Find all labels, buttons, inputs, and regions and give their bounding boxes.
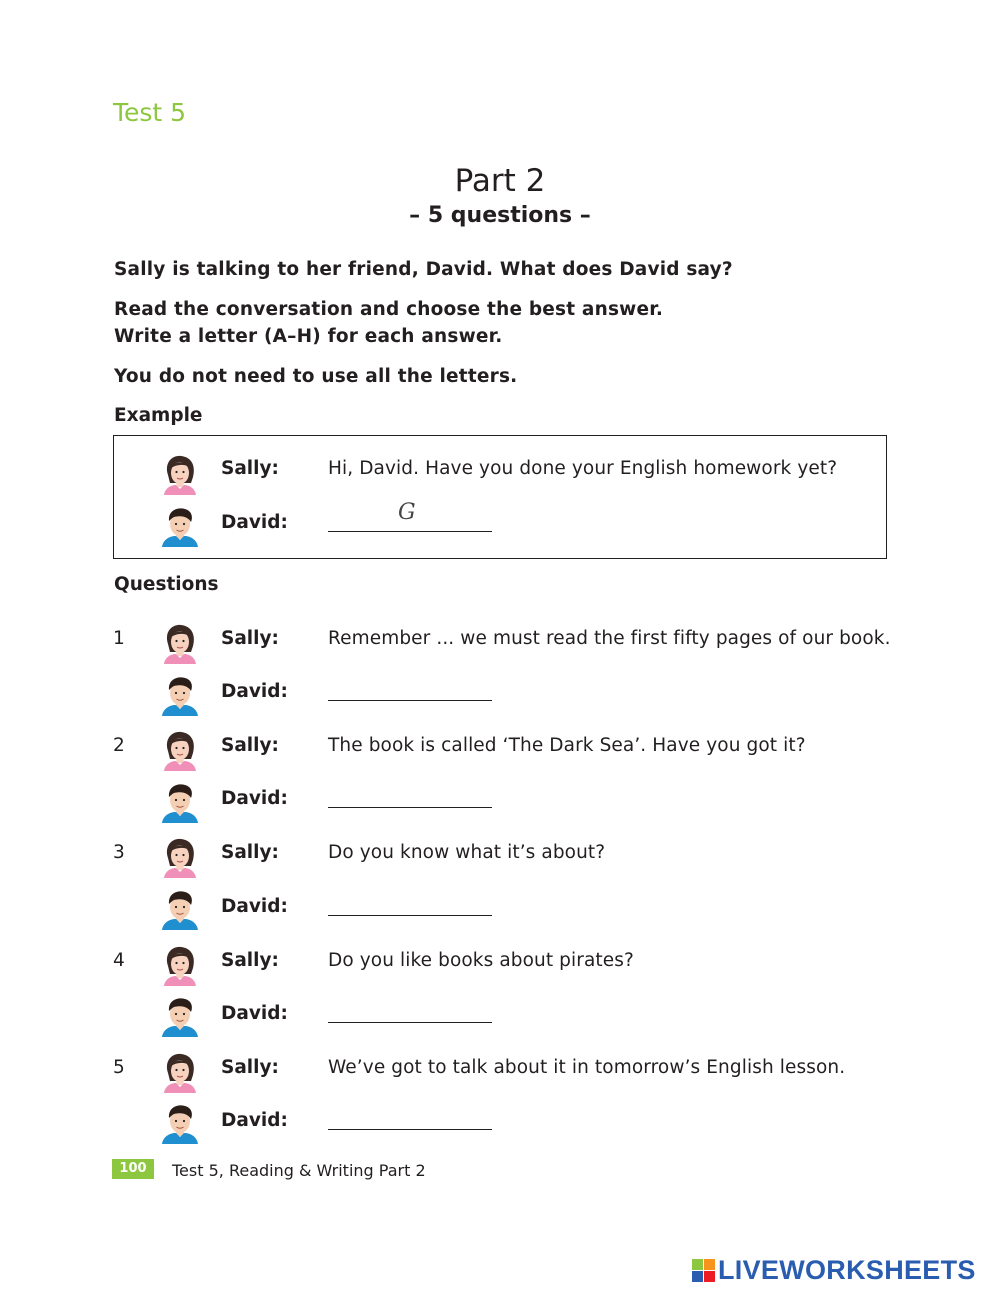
sally-name: Sally: <box>221 1057 279 1078</box>
questions-label: Questions <box>114 574 219 595</box>
david-avatar-icon <box>160 1102 200 1144</box>
sally-name: Sally: <box>221 842 279 863</box>
david-avatar-icon <box>160 995 200 1037</box>
sally-avatar-icon <box>160 944 200 986</box>
liveworksheets-logo <box>692 1256 976 1284</box>
question-number: 2 <box>113 735 125 756</box>
part-subtitle: – 5 questions – <box>409 203 591 228</box>
example-box <box>113 435 887 559</box>
question-number: 3 <box>113 842 125 863</box>
answer-field-1[interactable] <box>328 677 492 701</box>
answer-field-2[interactable] <box>328 784 492 808</box>
instruction-write: Write a letter (A–H) for each answer. <box>114 326 503 347</box>
example-answer: G <box>398 500 416 525</box>
david-avatar-icon <box>160 505 200 547</box>
david-name: David: <box>221 681 288 702</box>
answer-field-4[interactable] <box>328 999 492 1023</box>
sally-avatar-icon <box>160 453 200 495</box>
david-avatar-icon <box>160 674 200 716</box>
answer-field-5[interactable] <box>328 1106 492 1130</box>
sally-name: Sally: <box>221 735 279 756</box>
answer-field-3[interactable] <box>328 892 492 916</box>
sally-text: The book is called ‘The Dark Sea’. Have you got it? <box>328 735 806 756</box>
question-number: 5 <box>113 1057 125 1078</box>
part-title: Part 2 <box>454 163 546 199</box>
question-number: 1 <box>113 628 125 649</box>
sally-name: Sally: <box>221 950 279 971</box>
instruction-scenario: Sally is talking to her friend, David. What does David say? <box>114 259 733 280</box>
example-sally-text: Hi, David. Have you done your English homework yet? <box>328 458 838 479</box>
question-number: 4 <box>113 950 125 971</box>
test-label: Test 5 <box>113 98 187 127</box>
david-avatar-icon <box>160 888 200 930</box>
david-name: David: <box>221 896 288 917</box>
instruction-letters: You do not need to use all the letters. <box>114 366 518 387</box>
answer-input-2[interactable] <box>328 784 492 807</box>
sally-name: Sally: <box>221 628 279 649</box>
david-avatar-icon <box>160 781 200 823</box>
answer-input-4[interactable] <box>328 999 492 1022</box>
sally-text: We’ve got to talk about it in tomorrow’s English lesson. <box>328 1057 846 1078</box>
sally-avatar-icon <box>160 622 200 664</box>
example-label: Example <box>114 405 203 426</box>
answer-input-1[interactable] <box>328 677 492 700</box>
logo-grid-icon <box>692 1259 715 1282</box>
sally-avatar-icon <box>160 1051 200 1093</box>
david-name: David: <box>221 1003 288 1024</box>
sally-text: Remember ... we must read the first fifty pages of our book. <box>328 628 891 649</box>
example-sally-name: Sally: <box>221 458 279 479</box>
page-number-badge: 100 <box>112 1159 154 1179</box>
sally-text: Do you like books about pirates? <box>328 950 634 971</box>
answer-input-3[interactable] <box>328 892 492 915</box>
david-name: David: <box>221 788 288 809</box>
logo-text: LIVEWORKSHEETS <box>718 1254 976 1285</box>
sally-avatar-icon <box>160 729 200 771</box>
example-david-name: David: <box>221 512 288 533</box>
sally-avatar-icon <box>160 836 200 878</box>
sally-text: Do you know what it’s about? <box>328 842 606 863</box>
instruction-read: Read the conversation and choose the best answer. <box>114 299 664 320</box>
david-name: David: <box>221 1110 288 1131</box>
answer-input-5[interactable] <box>328 1106 492 1129</box>
footer-caption: Test 5, Reading & Writing Part 2 <box>172 1161 426 1180</box>
